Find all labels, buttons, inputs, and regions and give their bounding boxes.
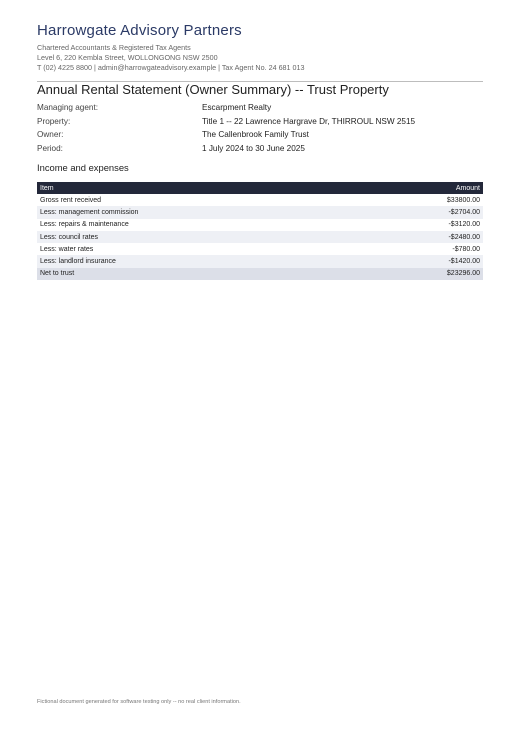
table-row — [37, 219, 483, 231]
section-title: Income and expenses — [37, 162, 129, 173]
detail-value: Title 1 -- 22 Lawrence Hargrave Dr, THIRROUL NSW 2515 — [202, 116, 416, 126]
detail-label: Owner: — [37, 130, 64, 139]
detail-row-period — [37, 144, 483, 158]
table-row — [37, 194, 483, 206]
detail-row-managing-agent — [37, 103, 483, 117]
row-amount: -$780.00 — [452, 245, 480, 253]
row-amount: $23296.00 — [362, 268, 483, 280]
firm-tagline: Chartered Accountants & Registered Tax Agents — [37, 43, 191, 52]
detail-value: Escarpment Realty — [202, 103, 272, 112]
document-title: Annual Rental Statement (Owner Summary) -- Trust Property — [37, 82, 389, 97]
column-header-amount: Amount — [362, 182, 483, 194]
row-amount: -$2480.00 — [362, 231, 483, 243]
row-amount: -$2704.00 — [362, 206, 483, 218]
table-header-row — [37, 182, 483, 194]
statement-page — [37, 0, 483, 735]
income-expense-table — [37, 182, 483, 280]
row-amount: -$3120.00 — [448, 221, 480, 229]
detail-label: Period: — [37, 143, 63, 153]
row-item: Less: water rates — [40, 245, 94, 253]
row-item: Net to trust — [37, 268, 362, 280]
row-item: Less: landlord insurance — [37, 255, 362, 267]
firm-name: Harrowgate Advisory Partners — [37, 22, 242, 39]
row-item: Less: council rates — [37, 231, 362, 243]
table-row — [37, 206, 483, 218]
detail-value: The Callenbrook Family Trust — [202, 130, 309, 139]
detail-label: Property: — [37, 116, 71, 126]
row-item: Gross rent received — [40, 196, 102, 204]
detail-row-property — [37, 117, 483, 131]
row-item: Less: management commission — [37, 206, 362, 218]
detail-value: 1 July 2024 to 30 June 2025 — [202, 143, 305, 153]
table-total-row — [37, 268, 483, 280]
statement-details — [37, 103, 483, 157]
firm-contact: T (02) 4225 8800 | admin@harrowgateadvisory.example | Tax Agent No. 24 681 013 — [37, 63, 305, 72]
table-row — [37, 243, 483, 255]
row-amount: -$1420.00 — [362, 255, 483, 267]
row-item: Less: repairs & maintenance — [40, 221, 129, 229]
row-amount: $33800.00 — [446, 196, 480, 204]
firm-address: Level 6, 220 Kembla Street, WOLLONGONG NSW 2500 — [37, 53, 218, 62]
table-row — [37, 231, 483, 243]
footer-disclaimer: Fictional document generated for software testing only -- no real client information. — [37, 699, 241, 705]
detail-label: Managing agent: — [37, 103, 98, 112]
detail-row-owner — [37, 130, 483, 144]
column-header-item: Item — [37, 182, 362, 194]
table-row — [37, 255, 483, 267]
